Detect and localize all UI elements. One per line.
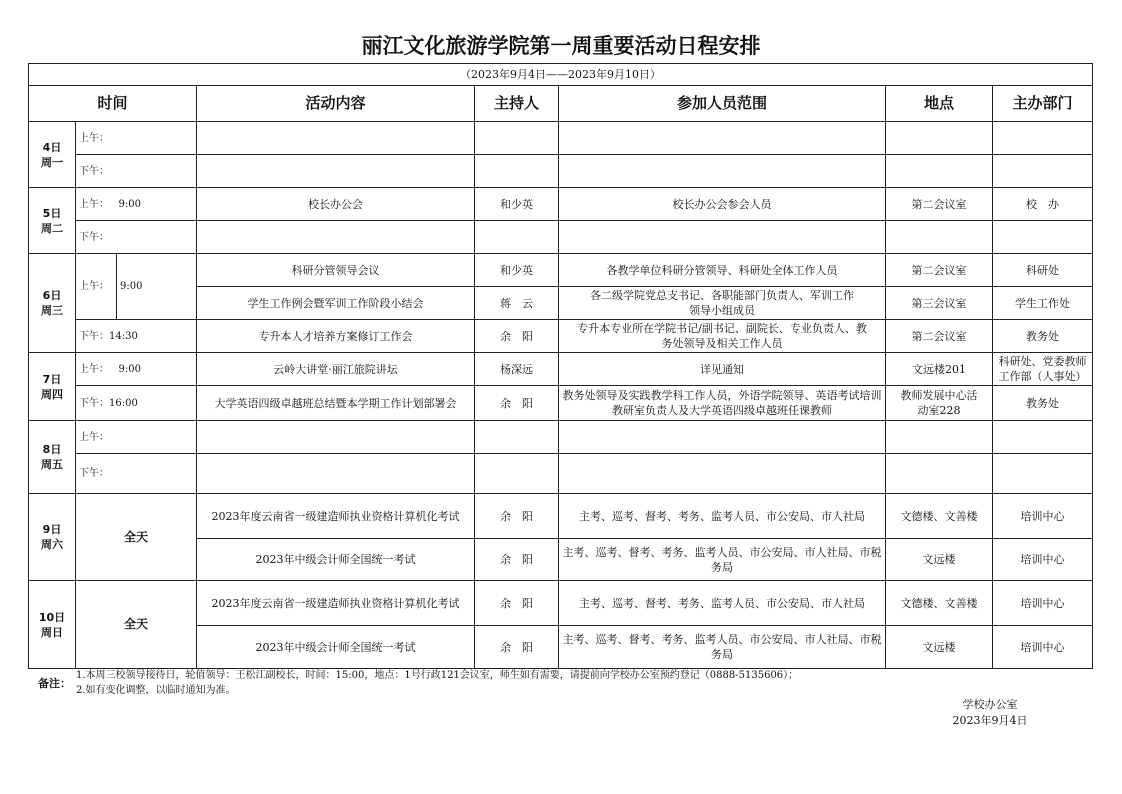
table-row	[29, 221, 1093, 254]
schedule-table	[28, 63, 1093, 669]
location: 文远楼201	[886, 353, 993, 386]
activity-content: 2023年中级会计师全国统一考试	[197, 539, 475, 581]
page-title: 丽江文化旅游学院第一周重要活动日程安排	[361, 34, 761, 58]
table-row	[29, 386, 1093, 421]
location: 文德楼、文善楼	[886, 581, 993, 626]
signature-date: 2023年9月4日	[952, 714, 1028, 727]
department: 学生工作处	[993, 287, 1093, 320]
all-day-label: 全天	[76, 581, 197, 669]
activity-content	[197, 155, 475, 188]
department	[993, 122, 1093, 155]
location: 第三会议室	[886, 287, 993, 320]
activity-content: 大学英语四级卓越班总结暨本学期工作计划部署会	[197, 386, 475, 421]
time-slot: 下午：	[76, 454, 197, 494]
day-date: 4日	[42, 140, 62, 154]
location: 文远楼	[886, 626, 993, 669]
host: 余 阳	[475, 494, 559, 539]
time-slot: 下午：	[76, 155, 197, 188]
participants	[559, 221, 886, 254]
department: 教务处	[993, 386, 1093, 421]
time-slot: 下午：14:30	[76, 320, 197, 353]
department: 校 办	[993, 188, 1093, 221]
header-host: 主持人	[475, 86, 559, 122]
participants	[559, 155, 886, 188]
host	[475, 421, 559, 454]
day-date: 9日	[42, 523, 62, 536]
day-date: 8日	[42, 443, 62, 456]
department	[993, 454, 1093, 494]
location	[886, 421, 993, 454]
department: 培训中心	[993, 581, 1093, 626]
participants: 详见通知	[559, 353, 886, 386]
participants: 主考、巡考、督考、考务、监考人员、市公安局、市人社局	[559, 494, 886, 539]
department: 培训中心	[993, 539, 1093, 581]
participants: 校长办公会参会人员	[559, 188, 886, 221]
host: 杨深远	[475, 353, 559, 386]
department	[993, 221, 1093, 254]
day-weekday: 周二	[41, 221, 63, 235]
participants: 各二级学院党总支书记、各职能部门负责人、军训工作领导小组成员	[559, 287, 886, 320]
department: 科研处	[993, 254, 1093, 287]
day-weekday: 周日	[41, 625, 63, 639]
table-row	[29, 254, 1093, 287]
department: 培训中心	[993, 626, 1093, 669]
department: 教务处	[993, 320, 1093, 353]
host: 余 阳	[475, 386, 559, 421]
notes-section	[38, 668, 798, 698]
signature-office: 学校办公室	[962, 698, 1018, 711]
header-content: 活动内容	[197, 86, 475, 122]
location: 第二会议室	[886, 188, 993, 221]
activity-content: 2023年度云南省一级建造师执业资格计算机化考试	[197, 581, 475, 626]
activity-content: 科研分管领导会议	[197, 254, 475, 287]
signature-block	[940, 697, 1040, 729]
host	[475, 454, 559, 494]
table-row	[29, 122, 1093, 155]
all-day-label: 全天	[76, 494, 197, 581]
activity-content: 校长办公会	[197, 188, 475, 221]
participants	[559, 421, 886, 454]
day-date: 7日	[42, 372, 62, 386]
day-weekday: 周一	[41, 155, 63, 169]
header-department: 主办部门	[993, 86, 1093, 122]
day-date: 10日	[38, 610, 66, 624]
time-slot-time: 9:00	[117, 254, 197, 320]
activity-content	[197, 122, 475, 155]
location	[886, 454, 993, 494]
time-slot-label: 上午：	[76, 254, 117, 320]
activity-content	[197, 454, 475, 494]
host: 余 阳	[475, 626, 559, 669]
note-line: 1.本周三校领导接待日，轮值领导：王松江副校长，时间：15:00，地点：1号行政121会议室，师生如有需要，请提前向学校办公室预约登记（0888-5135606）；	[76, 670, 799, 681]
date-range: （2023年9月4日——2023年9月10日）	[29, 64, 1093, 86]
department	[993, 421, 1093, 454]
day-weekday: 周三	[41, 304, 63, 317]
host: 蒋 云	[475, 287, 559, 320]
notes-label: 备注：	[38, 677, 71, 690]
table-row	[29, 320, 1093, 353]
day-date: 5日	[42, 206, 62, 220]
activity-content: 专升本人才培养方案修订工作会	[197, 320, 475, 353]
table-row	[29, 421, 1093, 454]
time-slot: 下午：16:00	[76, 386, 197, 421]
host	[475, 155, 559, 188]
location	[886, 122, 993, 155]
participants: 主考、巡考、督考、考务、监考人员、市公安局、市人社局、市税务局	[559, 539, 886, 581]
host: 余 阳	[475, 581, 559, 626]
day-cell	[29, 188, 76, 254]
note-line: 2.如有变化调整，以临时通知为准。	[76, 685, 236, 696]
activity-content: 2023年度云南省一级建造师执业资格计算机化考试	[197, 494, 475, 539]
host	[475, 122, 559, 155]
table-row	[29, 454, 1093, 494]
header-participants: 参加人员范围	[559, 86, 886, 122]
participants: 教务处领导及实践教学科工作人员，外语学院领导、英语考试培训教研室负责人及大学英语四级卓越班任课教师	[559, 386, 886, 421]
day-date: 6日	[42, 289, 62, 302]
header-location: 地点	[886, 86, 993, 122]
participants: 各教学单位科研分管领导、科研处全体工作人员	[559, 254, 886, 287]
table-row	[29, 494, 1093, 539]
location: 第二会议室	[886, 320, 993, 353]
activity-content: 2023年中级会计师全国统一考试	[197, 626, 475, 669]
location: 文远楼	[886, 539, 993, 581]
day-cell	[29, 353, 76, 421]
location	[886, 155, 993, 188]
activity-content	[197, 421, 475, 454]
host: 余 阳	[475, 320, 559, 353]
location	[886, 221, 993, 254]
location: 教师发展中心活动室228	[886, 386, 993, 421]
day-weekday: 周六	[41, 538, 63, 551]
time-slot: 上午：	[76, 421, 197, 454]
host	[475, 221, 559, 254]
department	[993, 155, 1093, 188]
participants: 主考、巡考、督考、考务、监考人员、市公安局、市人社局	[559, 581, 886, 626]
time-slot: 下午：	[76, 221, 197, 254]
location: 文德楼、文善楼	[886, 494, 993, 539]
activity-content: 学生工作例会暨军训工作阶段小结会	[197, 287, 475, 320]
time-slot: 上午： 9:00	[76, 188, 197, 221]
day-cell	[29, 494, 76, 581]
activity-content	[197, 221, 475, 254]
table-row	[29, 581, 1093, 626]
time-slot: 上午： 9:00	[76, 353, 197, 386]
header-time: 时间	[29, 86, 197, 122]
department: 科研处、党委教师工作部（人事处）	[993, 353, 1093, 386]
table-row	[29, 188, 1093, 221]
table-row	[29, 353, 1093, 386]
host: 和少英	[475, 188, 559, 221]
day-weekday: 周四	[41, 387, 63, 401]
participants	[559, 454, 886, 494]
day-cell	[29, 122, 76, 188]
time-slot: 上午：	[76, 122, 197, 155]
day-cell	[29, 581, 76, 669]
activity-content: 云岭大讲堂·丽江旅院讲坛	[197, 353, 475, 386]
participants: 主考、巡考、督考、考务、监考人员、市公安局、市人社局、市税务局	[559, 626, 886, 669]
day-cell	[29, 421, 76, 494]
day-weekday: 周五	[41, 458, 63, 471]
host: 和少英	[475, 254, 559, 287]
host: 余 阳	[475, 539, 559, 581]
table-row	[29, 155, 1093, 188]
participants	[559, 122, 886, 155]
header-row	[29, 86, 1093, 122]
location: 第二会议室	[886, 254, 993, 287]
participants: 专升本专业所在学院书记/副书记、副院长、专业负责人、教务处领导及相关工作人员	[559, 320, 886, 353]
day-cell	[29, 254, 76, 353]
department: 培训中心	[993, 494, 1093, 539]
